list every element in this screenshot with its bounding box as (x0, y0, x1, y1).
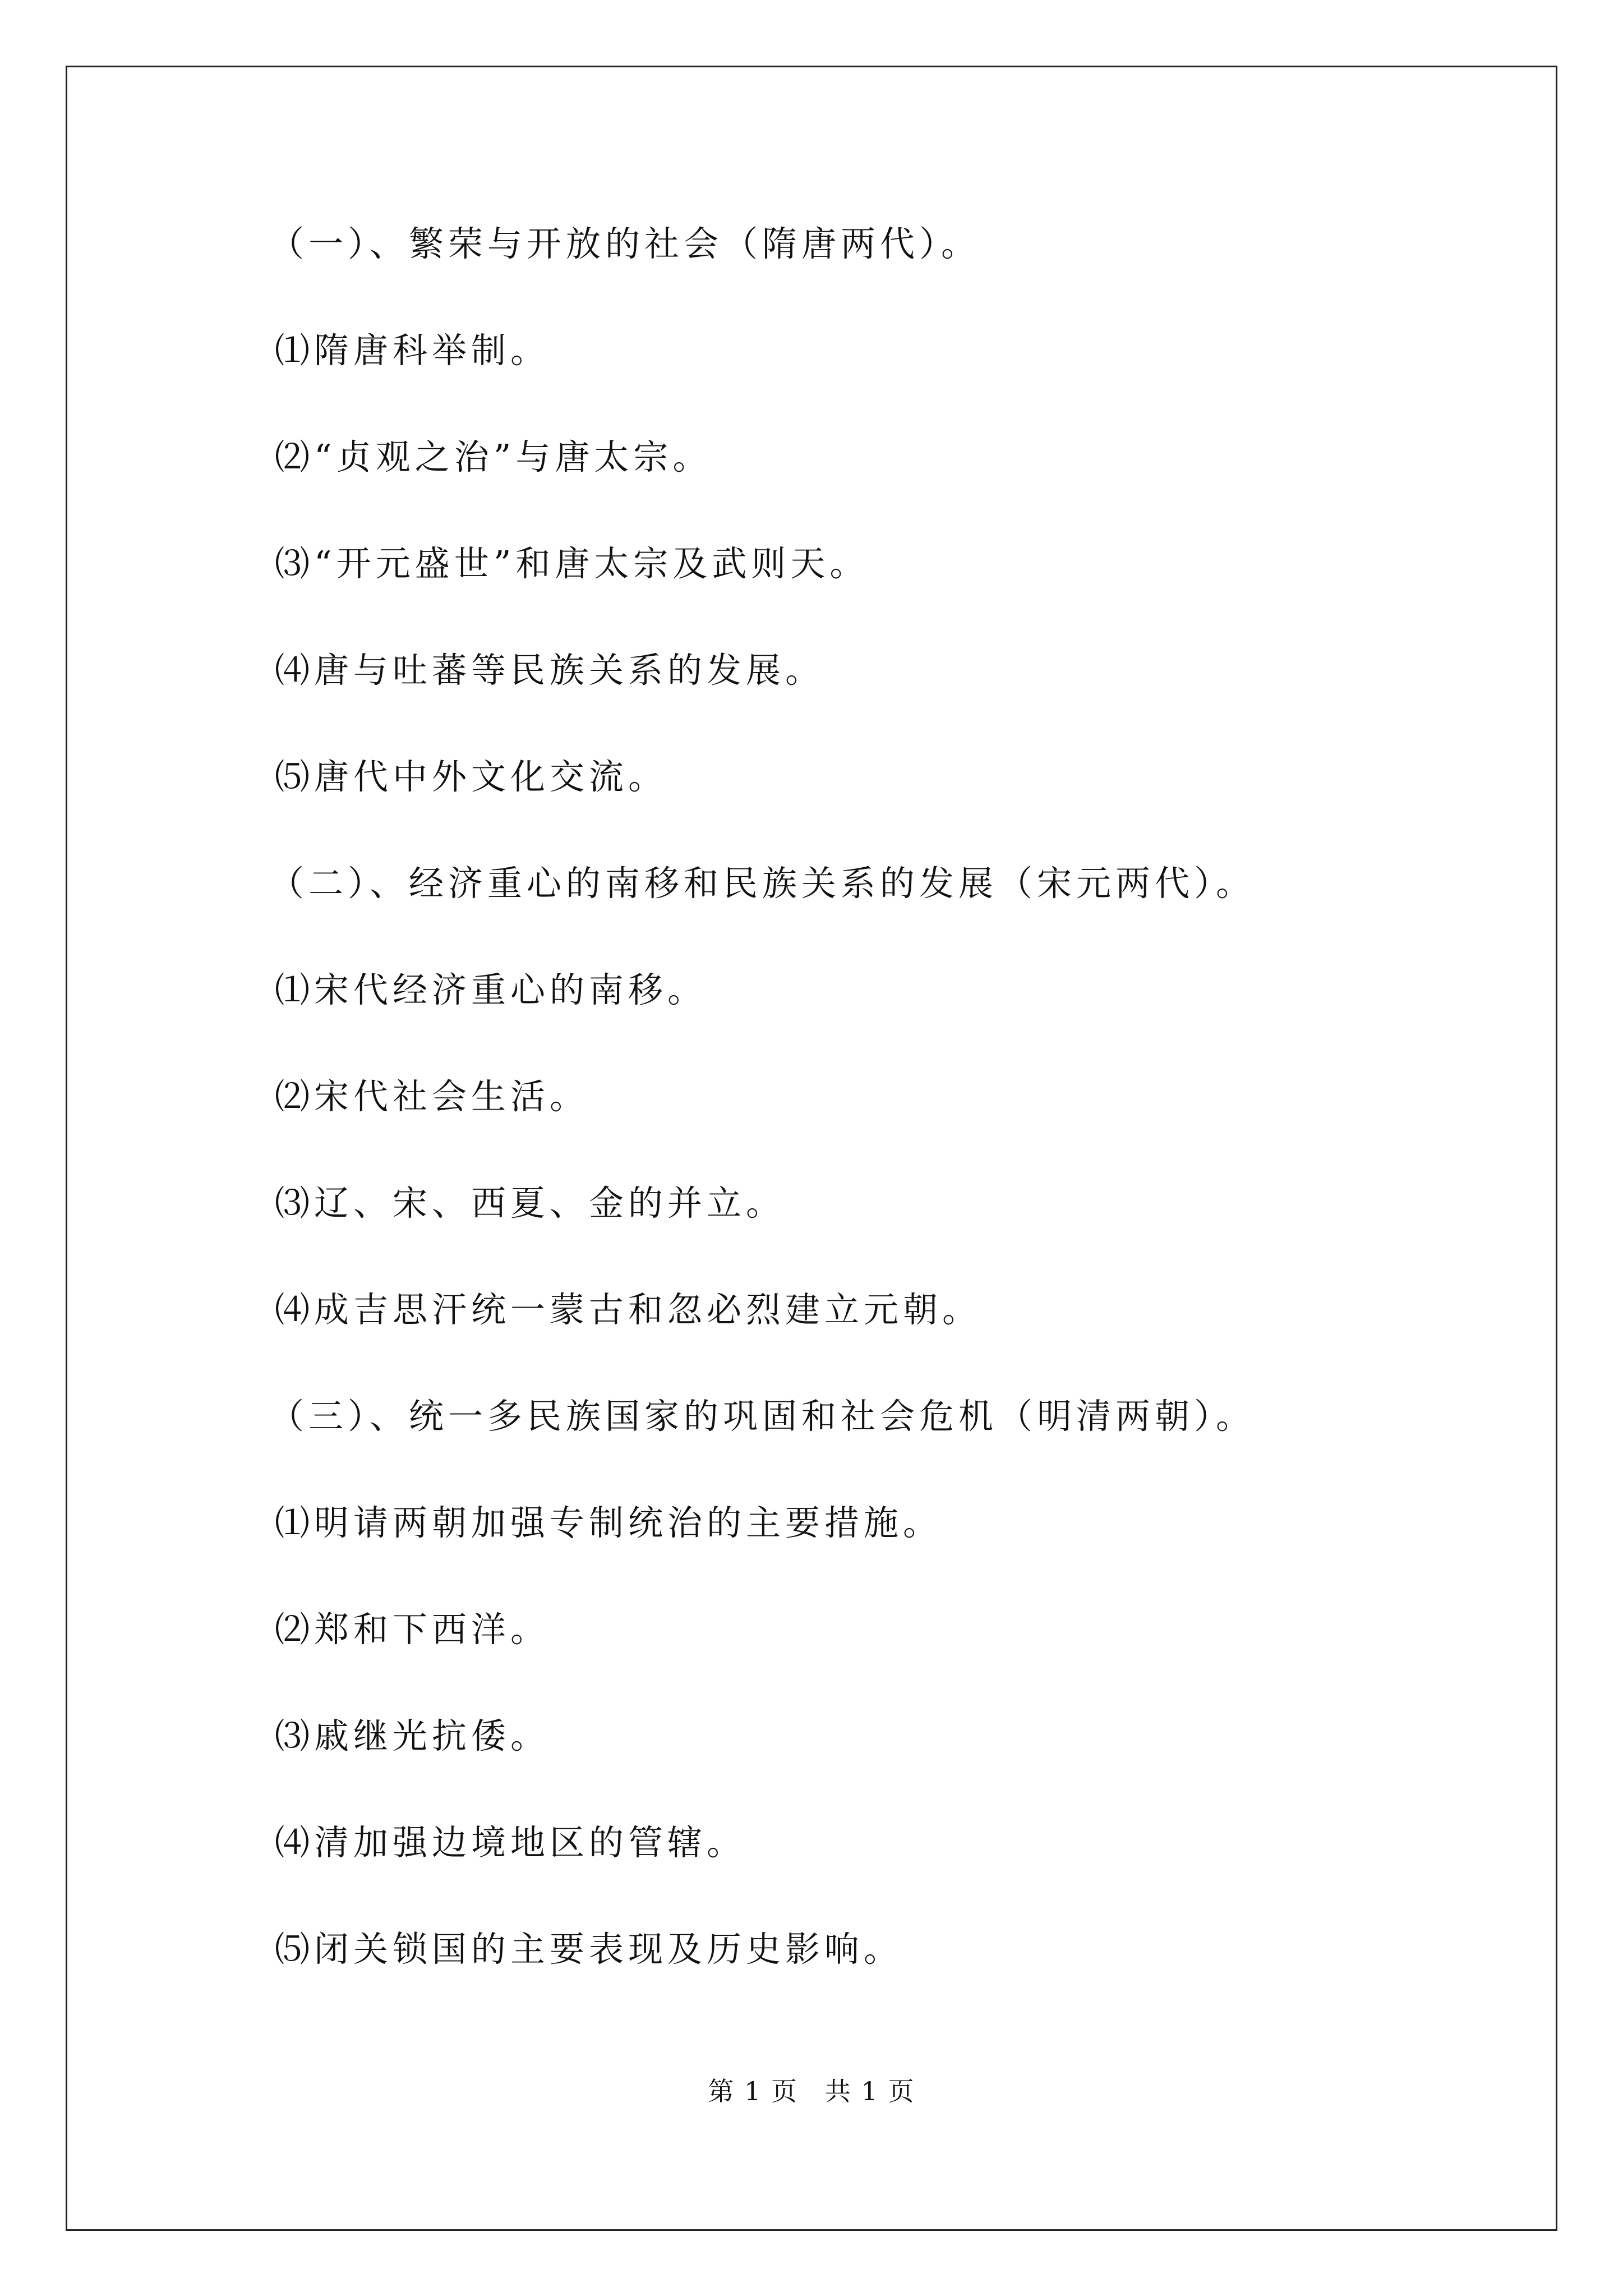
document-body (269, 219, 1509, 2031)
list-item: ⑷清加强边境地区的管辖。 (275, 1822, 746, 1863)
section-heading-2: （二）、经济重心的南移和民族关系的发展（宋元两代）。 (269, 863, 1256, 904)
list-item: ⑸闭关锁国的主要表现及历史影响。 (275, 1929, 903, 1970)
list-item: ⑷成吉思汗统一蒙古和忽必烈建立元朝。 (275, 1289, 982, 1330)
list-item: ⑴隋唐科举制。 (275, 330, 550, 371)
section-heading-3: （三）、统一多民族国家的巩固和社会危机（明清两朝）。 (269, 1396, 1256, 1437)
list-item: ⑸唐代中外文化交流。 (275, 756, 668, 797)
list-item: ⑴宋代经济重心的南移。 (275, 969, 707, 1010)
list-item: ⑷唐与吐蕃等民族关系的发展。 (275, 650, 825, 691)
list-item: ⑵郑和下西洋。 (275, 1609, 550, 1650)
list-item: ⑴明请两朝加强专制统治的主要措施。 (275, 1502, 943, 1543)
list-item: ⑵宋代社会生活。 (275, 1076, 589, 1117)
page-footer: 第 1 页 共 1 页 (708, 2076, 915, 2106)
list-item: ⑶戚继光抗倭。 (275, 1715, 550, 1756)
list-item: ⑶“开元盛世”和唐太宗及武则天。 (275, 543, 869, 584)
list-item: ⑶辽、宋、西夏、金的并立。 (275, 1182, 786, 1223)
section-heading-1: （一）、繁荣与开放的社会（隋唐两代）。 (269, 223, 981, 264)
list-item: ⑵“贞观之治”与唐太宗。 (275, 436, 712, 477)
